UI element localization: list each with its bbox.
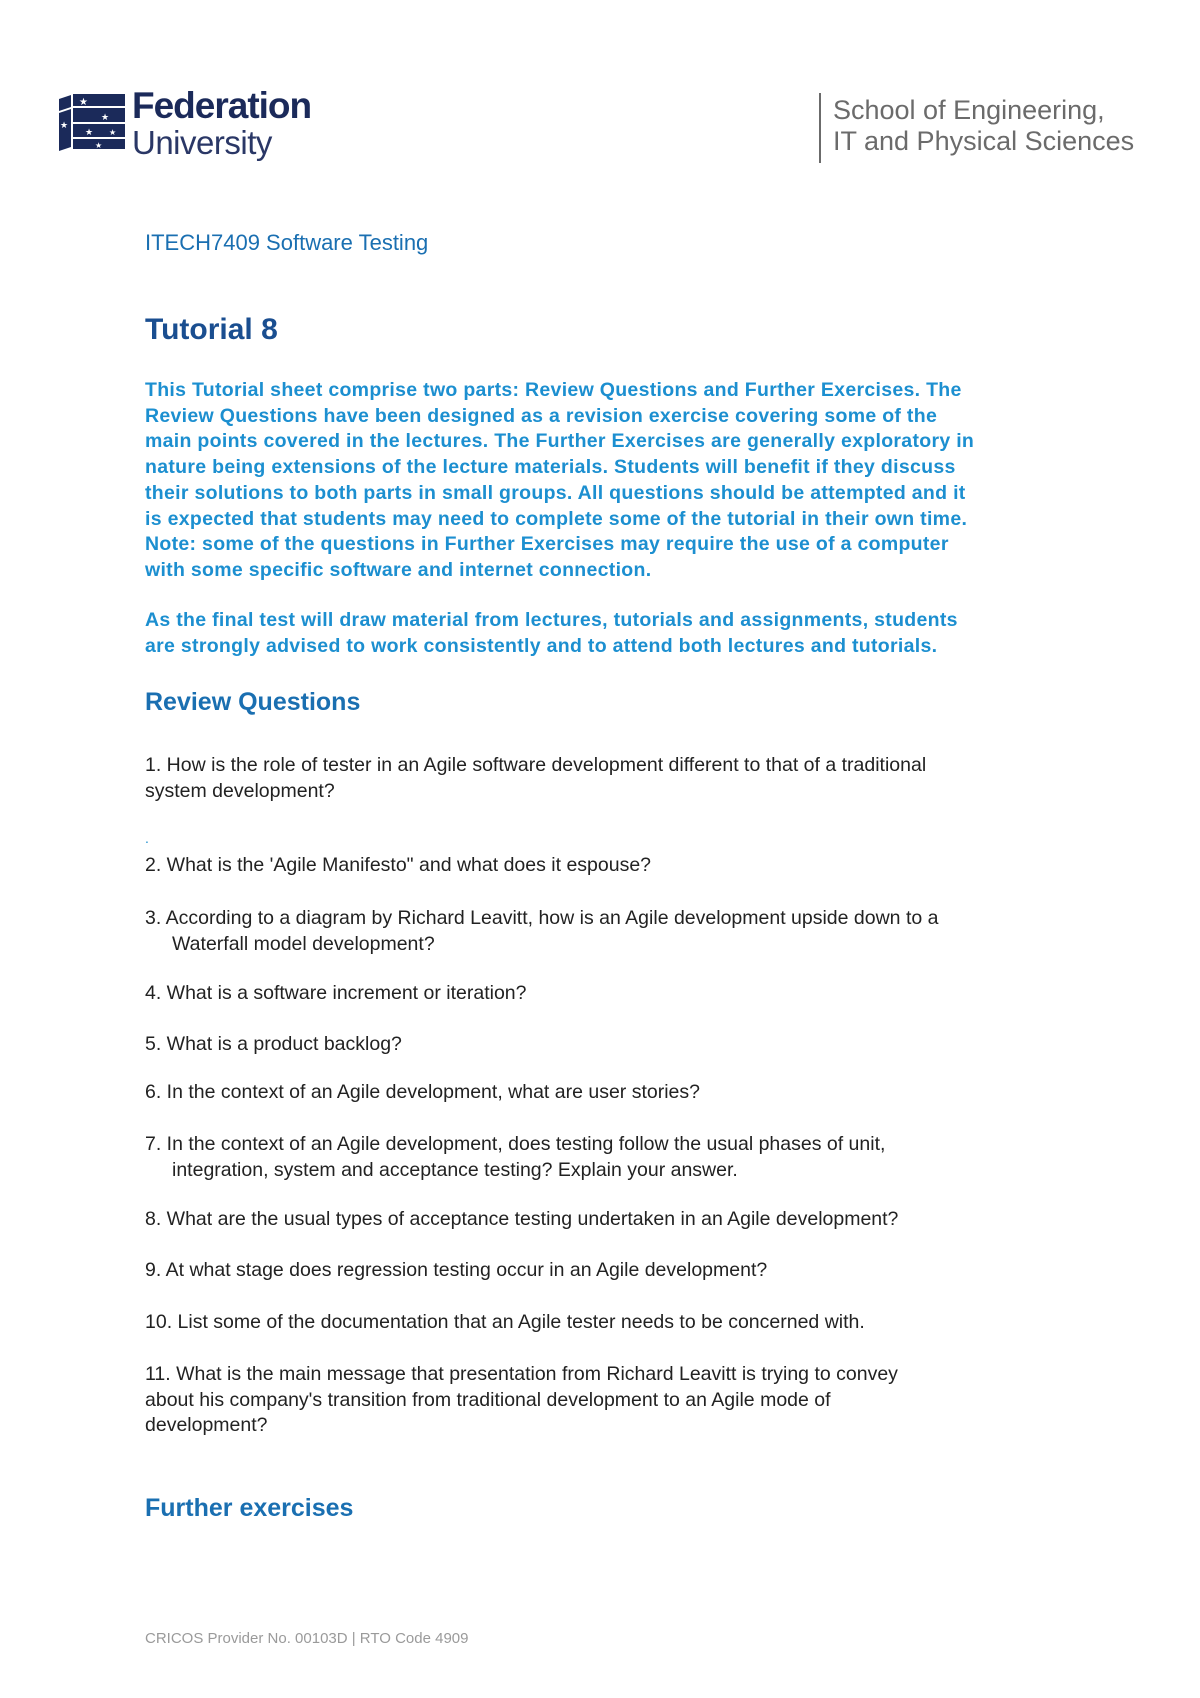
- advice-line: As the final test will draw material from lectures, tutorials and assignments, students: [145, 609, 958, 631]
- question-line: 6. In the context of an Agile development, what are user stories?: [145, 1081, 700, 1103]
- question-line: Waterfall model development?: [172, 932, 435, 955]
- question-line: 9. At what stage does regression testing occur in an Agile development?: [145, 1259, 768, 1281]
- question-line: 4. What is a software increment or iteration?: [145, 982, 527, 1004]
- question-7: [145, 1132, 1075, 1183]
- intro-line: their solutions to both parts in small groups. All questions should be attempted and it: [145, 481, 966, 504]
- question-line: integration, system and acceptance testing? Explain your answer.: [172, 1158, 738, 1181]
- question-4: [145, 981, 1075, 1007]
- question-line: development?: [145, 1414, 268, 1437]
- question-line: 10. List some of the documentation that an Agile tester needs to be concerned with.: [145, 1311, 865, 1333]
- question-line: 2. What is the 'Agile Manifesto" and what does it espouse?: [145, 854, 652, 876]
- footer-cricos: CRICOS Provider No. 00103D | RTO Code 4909: [145, 1630, 469, 1647]
- logo-wordmark: [132, 86, 311, 160]
- advice-line: are strongly advised to work consistently and to attend both lectures and tutorials.: [145, 634, 938, 657]
- svg-text:★: ★: [109, 128, 117, 137]
- intro-line: Review Questions have been designed as a revision exercise covering some of the: [145, 404, 938, 427]
- logo-line-university: University: [132, 124, 272, 161]
- question-3: [145, 906, 1075, 957]
- intro-line: This Tutorial sheet comprise two parts: Review Questions and Further Exercises. The: [145, 379, 962, 401]
- question-line: system development?: [145, 779, 335, 802]
- svg-text:★: ★: [85, 128, 94, 138]
- southern-cross-flag-icon: [57, 91, 127, 152]
- question-2: [145, 853, 1075, 879]
- question-10: [145, 1310, 1075, 1336]
- federation-university-logo: [57, 85, 322, 161]
- header-divider: [819, 93, 821, 163]
- school-name-line-2: IT and Physical Sciences: [833, 126, 1135, 156]
- svg-text:★: ★: [60, 121, 69, 131]
- question-11: [145, 1362, 1075, 1439]
- question-line: 5. What is a product backlog?: [145, 1033, 402, 1055]
- intro-paragraph: [145, 378, 1075, 584]
- review-questions-heading: Review Questions: [145, 688, 361, 716]
- question-8: [145, 1207, 1075, 1233]
- intro-line: with some specific software and internet connection.: [145, 558, 652, 581]
- tutorial-title: Tutorial 8: [145, 313, 278, 346]
- question-line: about his company's transition from traditional development to an Agile mode of: [145, 1388, 831, 1411]
- question-9: [145, 1258, 1075, 1284]
- intro-line: main points covered in the lectures. The Further Exercises are generally exploratory in: [145, 430, 975, 453]
- svg-text:★: ★: [101, 113, 110, 123]
- intro-line: is expected that students may need to complete some of the tutorial in their own time.: [145, 507, 968, 530]
- svg-text:★: ★: [95, 141, 103, 150]
- question-5: [145, 1032, 1075, 1058]
- question-line: 7. In the context of an Agile development, does testing follow the usual phases of unit,: [145, 1133, 886, 1155]
- question-line: 3. According to a diagram by Richard Leavitt, how is an Agile development upside down to a: [145, 907, 939, 929]
- course-title: ITECH7409 Software Testing: [145, 230, 429, 255]
- advice-paragraph: [145, 608, 1075, 659]
- question-line: 11. What is the main message that presentation from Richard Leavitt is trying to convey: [145, 1363, 898, 1385]
- intro-line: Note: some of the questions in Further Exercises may require the use of a computer: [145, 533, 949, 556]
- school-name: [833, 95, 1173, 157]
- question-line: 1. How is the role of tester in an Agile software development different to that of a traditional: [145, 754, 927, 776]
- stray-mark: .: [145, 830, 149, 846]
- school-name-line-1: School of Engineering,: [833, 95, 1105, 125]
- question-6: [145, 1080, 1075, 1106]
- logo-line-federation: Federation: [132, 85, 312, 126]
- question-line: 8. What are the usual types of acceptance testing undertaken in an Agile development?: [145, 1208, 899, 1230]
- intro-line: nature being extensions of the lecture materials. Students will benefit if they discuss: [145, 456, 956, 479]
- svg-text:★: ★: [79, 97, 88, 108]
- question-1: [145, 753, 1075, 804]
- further-exercises-heading: Further exercises: [145, 1494, 354, 1522]
